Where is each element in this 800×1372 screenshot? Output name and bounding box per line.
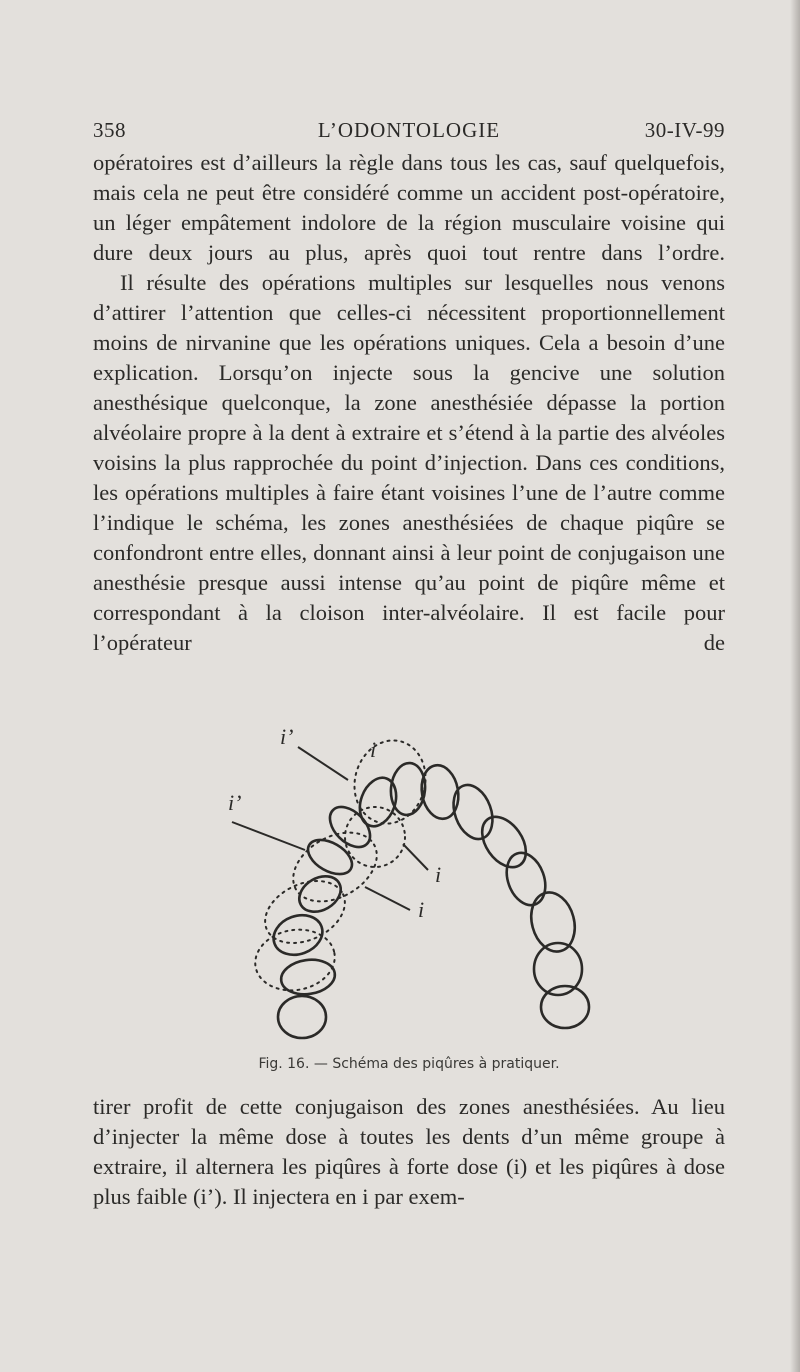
pointer-1	[298, 747, 348, 780]
dental-arch-diagram	[210, 712, 620, 1052]
paragraph-1: opératoires est d’ailleurs la règle dans tous les cas, sauf quelquefois, mais cela ne peut être considéré comme un accident post-opératoire, un léger empâtement indolore de la région musculaire voisine qui dure deux jours au plus, après quoi tout rentre dans l’ordre.	[93, 150, 725, 265]
pointer-2	[232, 822, 305, 850]
label-i-inner: i	[370, 737, 377, 762]
tooth-10	[447, 780, 500, 845]
running-title: L’ODONTOLOGIE	[317, 118, 501, 142]
figure-16-schema	[210, 712, 620, 1052]
body-text-bottom	[93, 1092, 725, 1212]
zone-5	[345, 807, 405, 867]
issue-date: 30-IV-99	[644, 118, 725, 142]
page-number: 358	[93, 118, 126, 142]
tooth-13	[525, 888, 581, 957]
page-edge-shadow	[790, 0, 800, 1372]
body-text-top	[93, 148, 725, 658]
label-i-prime-left: i’	[228, 790, 242, 815]
zone-2	[255, 869, 355, 955]
figure-caption: Fig. 16. — Schéma des piqûres à pratiquer.	[258, 1056, 560, 1072]
label-i-lower: i	[418, 897, 425, 922]
label-i-right: i	[435, 862, 442, 887]
pointer-3	[403, 844, 428, 870]
paragraph-2: Il résulte des opérations multiples sur lesquelles nous venons d’attirer l’attention que celles-ci nécessitent proportionnellement moins de nirvanine que les opérations uniques. Cela a besoin d’une explication. Lorsqu’on injecte sous la gencive une solution anesthésique quelconque, la zone anesthésiée dépasse la portion alvéolaire propre à la dent à extraire et s’étend à la partie des alvéoles voisins la plus rapprochée du point d’injection. Dans ces conditions, les opérations multiples à faire étant voisines l’une de l’autre comme l’indique le schéma, les zones anesthésiées de chaque piqûre se confondront entre elles, donnant ainsi à leur point de conjugaison une anesthésie presque aussi intense qu’au point de piqûre même et correspondant à la cloison inter-alvéolaire. Il est facile pour l’opérateur de	[93, 270, 725, 655]
zone-1	[250, 924, 339, 997]
tooth-1	[278, 996, 326, 1038]
tooth-2	[279, 956, 337, 997]
tooth-15	[541, 986, 589, 1028]
running-header	[93, 118, 725, 148]
tooth-11	[473, 809, 535, 876]
label-i-prime-top: i’	[280, 724, 294, 749]
tooth-5	[302, 833, 358, 881]
tooth-4	[293, 869, 347, 919]
pointer-4	[365, 887, 410, 910]
paragraph-3: tirer profit de cette conjugaison des zones anesthésiées. Au lieu d’injecter la même dose à toutes les dents d’un même groupe à extraire, il alternera les piqûres à forte dose (i) et les piqûres à dose plus faible (i’). Il injectera en i par exem-	[93, 1094, 725, 1209]
